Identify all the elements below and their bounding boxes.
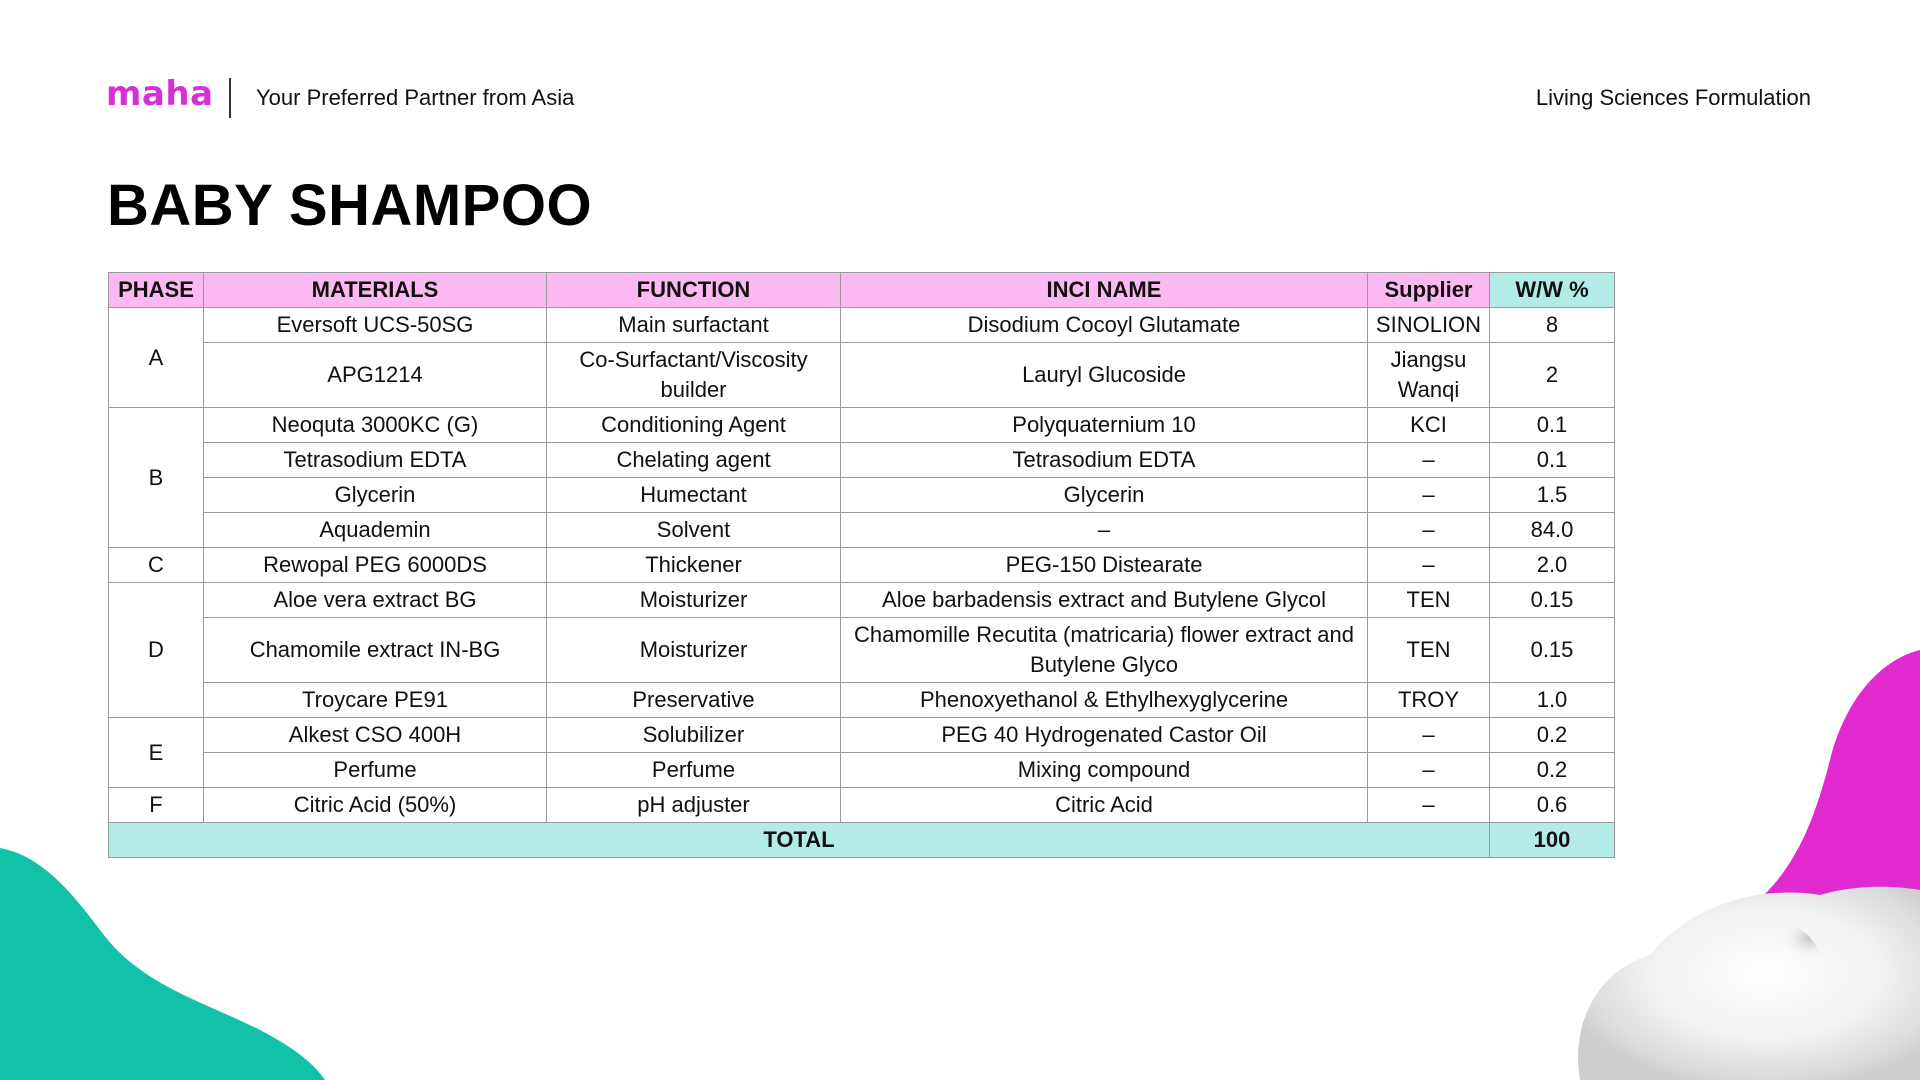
teal-blob-shape: [0, 848, 325, 1080]
formulation-table: [108, 272, 1615, 858]
material-cell: Troycare PE91: [204, 683, 547, 718]
company-logo: maha: [106, 74, 214, 114]
ww-cell: 0.6: [1490, 788, 1615, 823]
function-cell: Moisturizer: [547, 618, 841, 683]
table-row: [109, 478, 1615, 513]
header-section-label: Living Sciences Formulation: [1535, 85, 1811, 110]
supplier-cell: TROY: [1368, 683, 1490, 718]
table-row: [109, 683, 1615, 718]
function-cell: Solvent: [547, 513, 841, 548]
inci-cell: Glycerin: [841, 478, 1368, 513]
ww-cell: 2.0: [1490, 548, 1615, 583]
table-row: [109, 443, 1615, 478]
inci-cell: Polyquaternium 10: [841, 408, 1368, 443]
page-title: BABY SHAMPOO: [107, 173, 593, 238]
supplier-cell: –: [1368, 548, 1490, 583]
table-header-row: [109, 273, 1615, 308]
table-row: [109, 308, 1615, 343]
table-row: [109, 618, 1615, 683]
header-tagline: Your Preferred Partner from Asia: [256, 85, 575, 110]
header-ww-percent: W/W %: [1490, 273, 1615, 308]
supplier-cell: –: [1368, 513, 1490, 548]
phase-cell: C: [109, 548, 204, 583]
supplier-cell: TEN: [1368, 618, 1490, 683]
ww-cell: 0.2: [1490, 753, 1615, 788]
function-cell: Chelating agent: [547, 443, 841, 478]
supplier-cell: –: [1368, 478, 1490, 513]
header-supplier: Supplier: [1368, 273, 1490, 308]
ww-cell: 1.5: [1490, 478, 1615, 513]
table-row: [109, 408, 1615, 443]
header-phase: PHASE: [109, 273, 204, 308]
header-inci-name: INCI NAME: [841, 273, 1368, 308]
phase-cell: F: [109, 788, 204, 823]
table-row: [109, 788, 1615, 823]
table-row: [109, 548, 1615, 583]
table-row: [109, 583, 1615, 618]
ww-cell: 8: [1490, 308, 1615, 343]
phase-cell: D: [109, 583, 204, 718]
total-value: 100: [1490, 823, 1615, 858]
supplier-cell: TEN: [1368, 583, 1490, 618]
total-row: [109, 823, 1615, 858]
ww-cell: 0.1: [1490, 408, 1615, 443]
function-cell: Thickener: [547, 548, 841, 583]
magenta-blob-shape: [1740, 650, 1920, 960]
supplier-cell: KCI: [1368, 408, 1490, 443]
table-row: [109, 718, 1615, 753]
inci-cell: Tetrasodium EDTA: [841, 443, 1368, 478]
supplier-cell: –: [1368, 788, 1490, 823]
function-cell: Perfume: [547, 753, 841, 788]
phase-cell: A: [109, 308, 204, 408]
table-row: [109, 513, 1615, 548]
function-cell: pH adjuster: [547, 788, 841, 823]
table-row: [109, 753, 1615, 788]
function-cell: Moisturizer: [547, 583, 841, 618]
inci-cell: Phenoxyethanol & Ethylhexyglycerine: [841, 683, 1368, 718]
supplier-cell: –: [1368, 753, 1490, 788]
inci-cell: Mixing compound: [841, 753, 1368, 788]
supplier-cell: –: [1368, 718, 1490, 753]
supplier-cell: SINOLION: [1368, 308, 1490, 343]
inci-cell: Disodium Cocoyl Glutamate: [841, 308, 1368, 343]
material-cell: Glycerin: [204, 478, 547, 513]
ww-cell: 2: [1490, 343, 1615, 408]
material-cell: Tetrasodium EDTA: [204, 443, 547, 478]
phase-cell: B: [109, 408, 204, 548]
material-cell: Neoquta 3000KC (G): [204, 408, 547, 443]
material-cell: Aquademin: [204, 513, 547, 548]
inci-cell: Citric Acid: [841, 788, 1368, 823]
function-cell: Conditioning Agent: [547, 408, 841, 443]
function-cell: Preservative: [547, 683, 841, 718]
phase-cell: E: [109, 718, 204, 788]
material-cell: Chamomile extract IN-BG: [204, 618, 547, 683]
function-cell: Co-Surfactant/Viscosity builder: [547, 343, 841, 408]
table-row: [109, 343, 1615, 408]
material-cell: Rewopal PEG 6000DS: [204, 548, 547, 583]
ww-cell: 0.2: [1490, 718, 1615, 753]
material-cell: Alkest CSO 400H: [204, 718, 547, 753]
inci-cell: PEG 40 Hydrogenated Castor Oil: [841, 718, 1368, 753]
function-cell: Solubilizer: [547, 718, 841, 753]
ww-cell: 0.15: [1490, 583, 1615, 618]
inci-cell: Aloe barbadensis extract and Butylene Glycol: [841, 583, 1368, 618]
supplier-cell: Jiangsu Wanqi: [1368, 343, 1490, 408]
inci-cell: –: [841, 513, 1368, 548]
ww-cell: 0.15: [1490, 618, 1615, 683]
inci-cell: Chamomille Recutita (matricaria) flower extract and Butylene Glyco: [841, 618, 1368, 683]
ww-cell: 84.0: [1490, 513, 1615, 548]
function-cell: Main surfactant: [547, 308, 841, 343]
header-function: FUNCTION: [547, 273, 841, 308]
supplier-cell: –: [1368, 443, 1490, 478]
inci-cell: PEG-150 Distearate: [841, 548, 1368, 583]
foam-image: [1578, 887, 1920, 1080]
ww-cell: 0.1: [1490, 443, 1615, 478]
material-cell: Aloe vera extract BG: [204, 583, 547, 618]
material-cell: Eversoft UCS-50SG: [204, 308, 547, 343]
inci-cell: Lauryl Glucoside: [841, 343, 1368, 408]
function-cell: Humectant: [547, 478, 841, 513]
material-cell: Citric Acid (50%): [204, 788, 547, 823]
total-label: TOTAL: [109, 823, 1490, 858]
material-cell: APG1214: [204, 343, 547, 408]
material-cell: Perfume: [204, 753, 547, 788]
ww-cell: 1.0: [1490, 683, 1615, 718]
header-materials: MATERIALS: [204, 273, 547, 308]
header-divider: [229, 78, 231, 118]
